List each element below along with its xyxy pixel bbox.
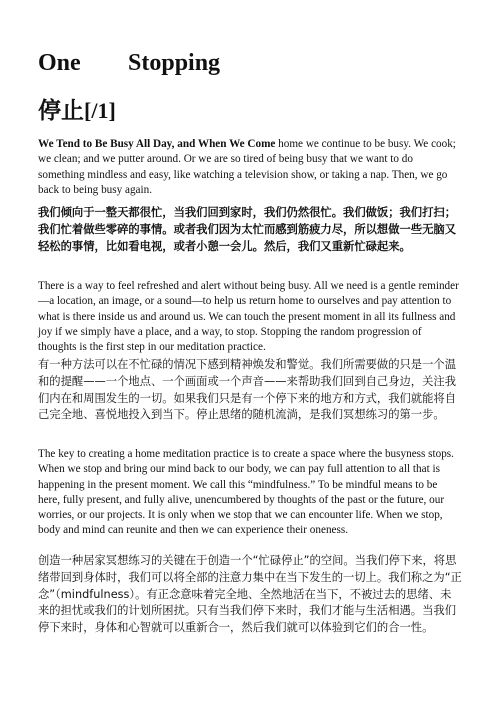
paragraph-2 [38, 205, 462, 255]
paragraph-text: There is a way to feel refreshed and alert without being busy. All we need is a gentle reminder—a location, an image, or a sound—to help us return home to ourselves and pay attention to what is there inside us and around us. We can touch the present moment in all its fullness and joy if we simply have a place, and a way, to stop. Stopping the random progression of thoughts is the first step in our meditation practice. [38, 280, 459, 354]
chapter-heading [38, 50, 220, 77]
paragraph-lead: We Tend to Be Busy All Day, and When We Come [38, 138, 276, 150]
paragraph-3 [38, 279, 462, 355]
paragraph-text: 有一种方法可以在不忙碌的情况下感到精神焕发和警觉。我们所需要做的只是一个温和的提醒——一个地点、一个画面或一个声音——来帮助我们回到自己身边，关注我们内在和周围发生的一切。如果我们只是有一个停下来的地方和方式，我们就能将自己完全地、喜悦地投入到当下。停止思绪的随机流淌，是我们冥想练习的第一步。 [38, 358, 456, 422]
page-title [38, 92, 116, 125]
paragraph-text: 创造一种居家冥想练习的关键在于创造一个“忙碌停止”的空间。当我们停下来，将思绪带回到身体时，我们可以将全部的注意力集中在当下发生的一切上。我们称之为“正念”（mindfulness）。有正念意味着完全地、全然地活在当下，不被过去的思绪、未来的担忧或我们的计划所困扰。只有当我们停下来时，我们才能与生活相遇。当我们停下来时，身体和心智就可以重新合一，然后我们就可以体验到它们的合一性。 [38, 554, 462, 635]
title-text: 停止 [38, 98, 84, 124]
title-mark: [/1] [84, 98, 116, 123]
paragraph-text: 我们倾向于一整天都很忙，当我们回到家时，我们仍然很忙。我们做饭；我们打扫；我们忙着做些零碎的事情。或者我们因为太忙而感到筋疲力尽，所以想做一些无脑又轻松的事情，比如看电视，或者小憩一会儿。然后，我们又重新忙碌起来。 [38, 206, 456, 253]
paragraph-text: The key to creating a home meditation practice is to create a space where the busyness stops. When we stop and bring our mind back to our body, we can pay full attention to all that is happening in the present moment. We call this “mindfulness.” To be mindful means to be here, fully present, and fully alive, unencumbered by thoughts of the past or the future, our worries, or our projects. It is only when we stop that we can encounter life. When we stop, body and mind can reunite and then we can experience their oneness. [38, 448, 454, 537]
paragraph-4 [38, 357, 462, 424]
paragraph-text: home we continue to be busy. We cook; we clean; and we putter around. Or we are so tired of being busy that we want to do something mindless and easy, like watching a television show, or taking a nap. Then, we go back to being busy again. [38, 138, 456, 196]
chapter-name: Stopping [128, 50, 221, 76]
paragraph-6 [38, 553, 462, 637]
paragraph-5 [38, 447, 462, 539]
chapter-number: One [38, 50, 81, 76]
paragraph-1 [38, 137, 462, 198]
